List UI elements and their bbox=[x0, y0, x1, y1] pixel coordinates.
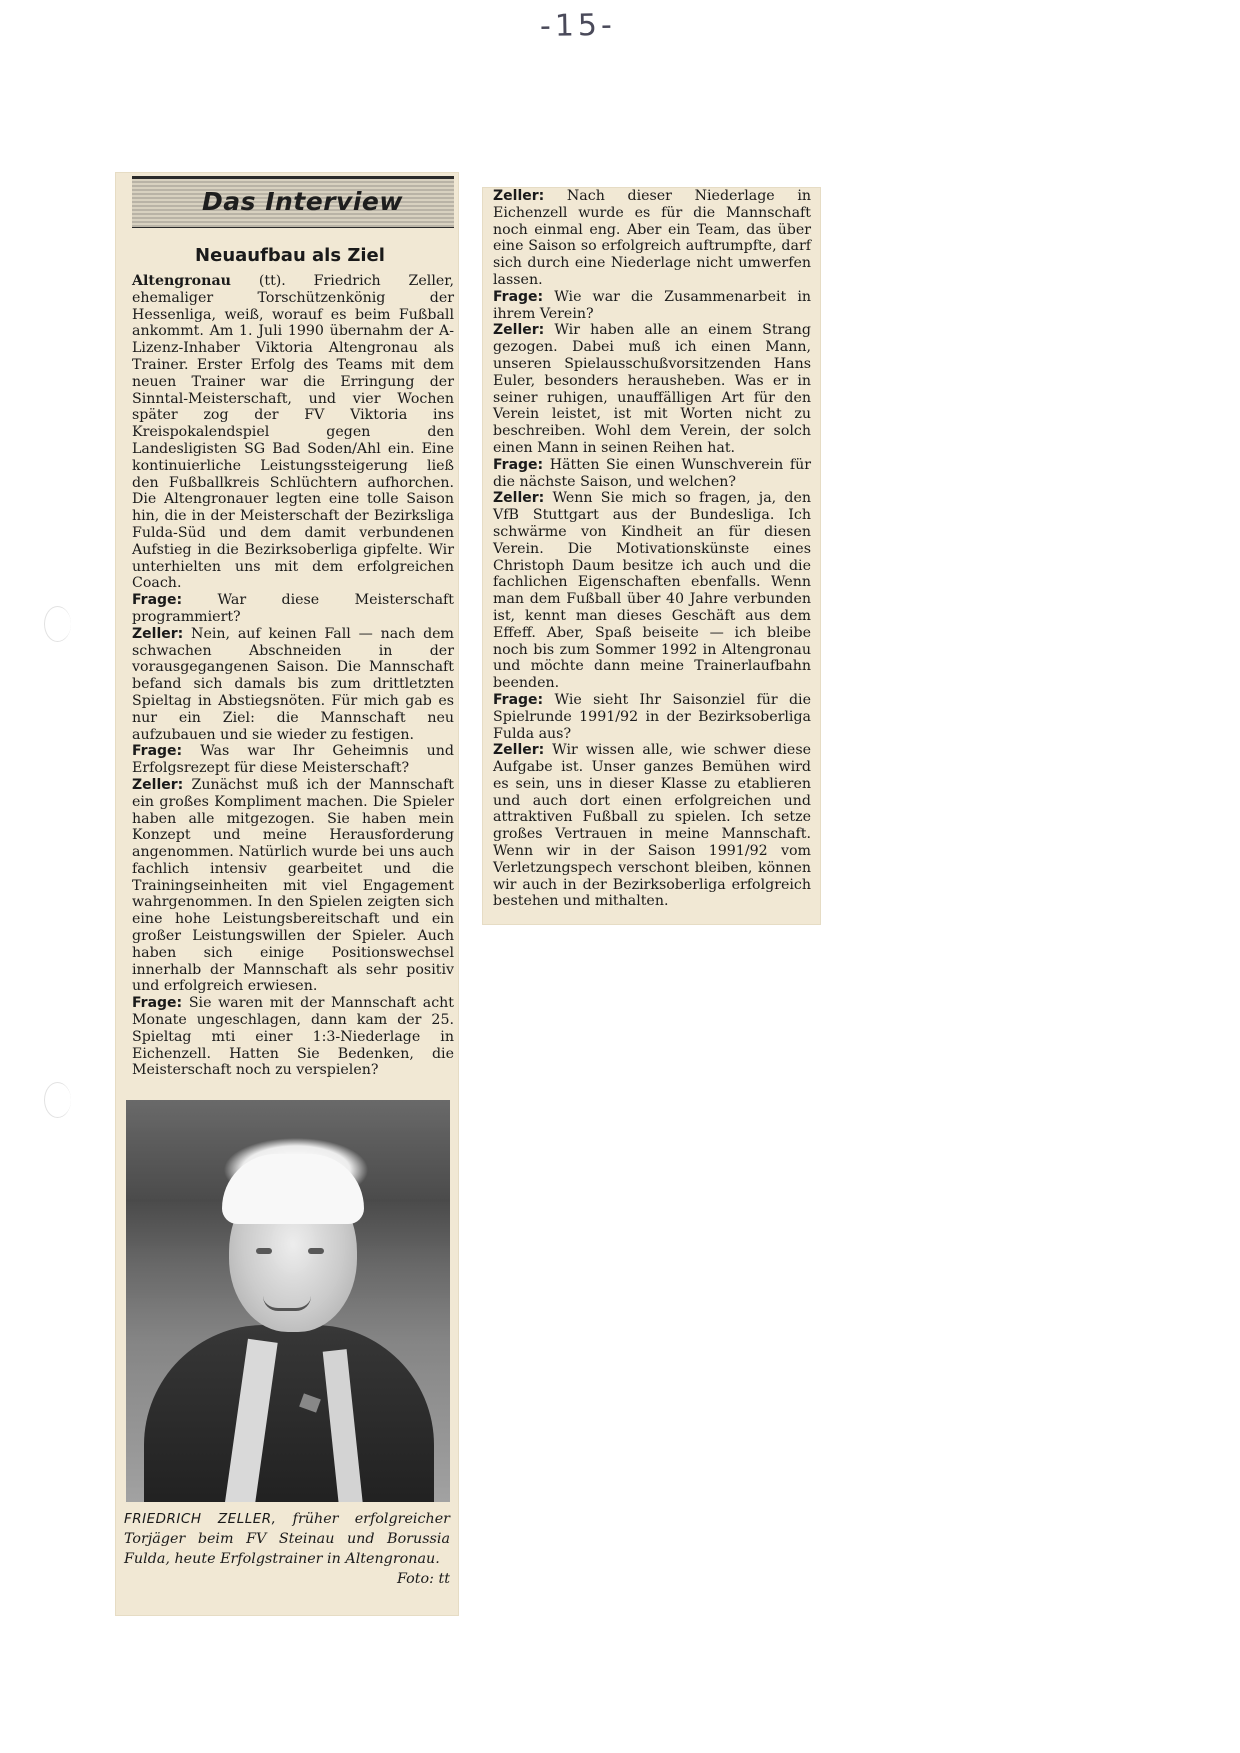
dateline: Altengronau bbox=[132, 273, 231, 289]
question-text: Wie war die Zusammenarbeit in ihrem Verein? bbox=[493, 288, 811, 322]
answer-3 bbox=[493, 188, 811, 289]
photo-eye bbox=[256, 1248, 272, 1254]
answer-label: Zeller: bbox=[493, 490, 545, 507]
answer-1 bbox=[132, 626, 454, 744]
question-text: Sie waren mit der Mannschaft acht Monate ungeschlagen, dann kam der 25. Spieltag mti einer 1:3-Niederlage in Eichenzell. Hatten Sie Bedenken, die Meisterschaft noch zu verspielen? bbox=[132, 995, 454, 1079]
answer-label: Zeller: bbox=[493, 188, 545, 204]
photo-hair bbox=[222, 1154, 364, 1224]
question-text: War diese Meisterschaft programmiert? bbox=[132, 592, 454, 625]
answer-text: Nach dieser Niederlage in Eichenzell wurde es für die Mannschaft noch einmal eng. Aber ein Team, das über eine Saison so erfolgreich auftrumpfte, darf sich durch eine Niederlage nicht umwerfen lassen. bbox=[493, 188, 811, 288]
answer-5 bbox=[493, 490, 811, 692]
answer-label: Zeller: bbox=[493, 322, 545, 339]
answer-6 bbox=[493, 742, 811, 910]
question-label: Frage: bbox=[493, 456, 544, 473]
question-label: Frage: bbox=[132, 995, 183, 1012]
question-label: Frage: bbox=[493, 288, 544, 305]
punch-hole-mark bbox=[44, 1082, 71, 1118]
question-label: Frage: bbox=[493, 691, 544, 708]
article-body-right bbox=[493, 188, 811, 918]
question-3 bbox=[132, 995, 454, 1079]
answer-text: Wenn Sie mich so fragen, ja, den VfB Stuttgart aus der Bundesliga. Ich schwärme von Kindheit an für diesen Verein. Die Motivationskünste eines Christoph Daum besitze ich auch und die fachlichen Eigenschaften ebenfalls. Wenn man dem Fußball über 40 Jahre verbunden ist, kennt man dieses Geschäft aus dem Effeff. Aber, Spaß beiseite — ich bleibe noch bis zum Sommer 1992 in Altengronau und möchte dann meine Trainerlaufbahn beenden. bbox=[493, 490, 811, 692]
clipping-left-column bbox=[116, 173, 458, 1615]
handwritten-page-number: -15- bbox=[539, 7, 617, 45]
photo-eye bbox=[308, 1248, 324, 1254]
question-label: Frage: bbox=[132, 743, 183, 760]
section-header-band bbox=[132, 176, 454, 228]
clipping-right-column bbox=[483, 188, 820, 924]
section-header-title: Das Interview bbox=[202, 187, 403, 216]
intro-paragraph bbox=[132, 273, 454, 592]
caption-text: früher erfolgreicher Torjäger beim FV Steinau und Borussia Fulda, heute Erfolgstrainer in Altengronau. bbox=[124, 1511, 450, 1567]
answer-label: Zeller: bbox=[132, 625, 184, 642]
portrait-photo bbox=[126, 1100, 450, 1502]
photo-mouth bbox=[263, 1296, 311, 1311]
question-1 bbox=[132, 592, 454, 626]
answer-2 bbox=[132, 777, 454, 995]
question-text: Hätten Sie einen Wunschverein für die nächste Saison, und welchen? bbox=[493, 456, 811, 490]
question-text: Was war Ihr Geheimnis und Erfolgsrezept für diese Meisterschaft? bbox=[132, 743, 454, 777]
intro-text: (tt). Friedrich Zeller, ehemaliger Torschützenkönig der Hessenliga, weiß, worauf es beim Fußball ankommt. Am 1. Juli 1990 übernahm der A-Lizenz-Inhaber Viktoria Altengronau als Trainer. Erster Erfolg des Teams mit dem neuen Trainer war die Erringung der Sinntal-Meisterschaft, und vier Wochen später zog der FV Viktoria ins Kreispokalendspiel gegen den Landesligisten SG Bad Soden/Ahl ein. Eine kontinuierliche Leistungssteigerung ließ den Fußballkreis Schlüchtern aufhorchen. Die Altengronauer legten eine tolle Saison hin, die in der Meisterschaft der Bezirksliga Fulda-Süd und dem damit verbundenen Aufstieg in die Bezirksoberliga gipfelte. Wir unterhielten uns mit dem erfolgreichen Coach. bbox=[132, 273, 454, 592]
caption-name: FRIEDRICH ZELLER, bbox=[124, 1511, 277, 1527]
answer-text: Zunächst muß ich der Mannschaft ein großes Kompliment machen. Die Spieler haben alle mitgezogen. Sie haben mein Konzept und meine Herausforderung angenommen. Natürlich wurde bei uns auch fachlich intensiv gearbeitet und die Trainingseinheiten mit viel Engagement wahrgenommen. In den Spielen zeigten sich eine hohe Leistungsbereitschaft und ein großer Leistungswillen der Spieler. Auch haben sich einige Positionswechsel innerhalb der Mannschaft als sehr positiv und erfolgreich erwiesen. bbox=[132, 776, 454, 995]
answer-text: Wir haben alle an einem Strang gezogen. Dabei muß ich einen Mann, unseren Spielausschußvorsitzenden Hans Euler, besonders herausheben. Was er in seiner ruhigen, unauffälligen Art für den Verein leistet, ist mit Worten nicht zu beschreiben. Wohl dem Verein, der solch einen Mann in seinen Reihen hat. bbox=[493, 322, 811, 456]
article-headline: Neuaufbau als Ziel bbox=[195, 245, 385, 266]
photo-jacket bbox=[144, 1325, 434, 1502]
question-4 bbox=[493, 289, 811, 323]
answer-label: Zeller: bbox=[132, 776, 184, 793]
question-label: Frage: bbox=[132, 592, 183, 609]
question-text: Wie sieht Ihr Saisonziel für die Spielrunde 1991/92 in der Bezirksoberliga Fulda aus? bbox=[493, 691, 811, 742]
question-2 bbox=[132, 743, 454, 777]
question-5 bbox=[493, 457, 811, 491]
answer-label: Zeller: bbox=[493, 742, 545, 759]
photo-caption bbox=[124, 1509, 450, 1609]
answer-4 bbox=[493, 322, 811, 456]
punch-hole-mark bbox=[44, 606, 71, 642]
question-6 bbox=[493, 692, 811, 742]
answer-text: Nein, auf keinen Fall — nach dem schwachen Abschneiden in der vorausgegangenen Saison. Die Mannschaft befand sich damals bis zum drittletzten Spieltag in Abstiegsnöten. Für mich gab es nur ein Ziel: die Mannschaft neu aufzubauen und sie wieder zu festigen. bbox=[132, 625, 454, 743]
photo-credit: Foto: tt bbox=[397, 1571, 450, 1587]
answer-text: Wir wissen alle, wie schwer diese Aufgabe ist. Unser ganzes Bemühen wird es sein, uns in dieser Klasse zu etablieren und auch dort einen erfolgreichen und attraktiven Fußball zu spielen. Ich setze großes Vertrauen in meine Mannschaft. Wenn wir in der Saison 1991/92 vom Verletzungspech verschont bleiben, können wir auch in der Bezirksoberliga erfolgreich bestehen und mithalten. bbox=[493, 742, 811, 910]
